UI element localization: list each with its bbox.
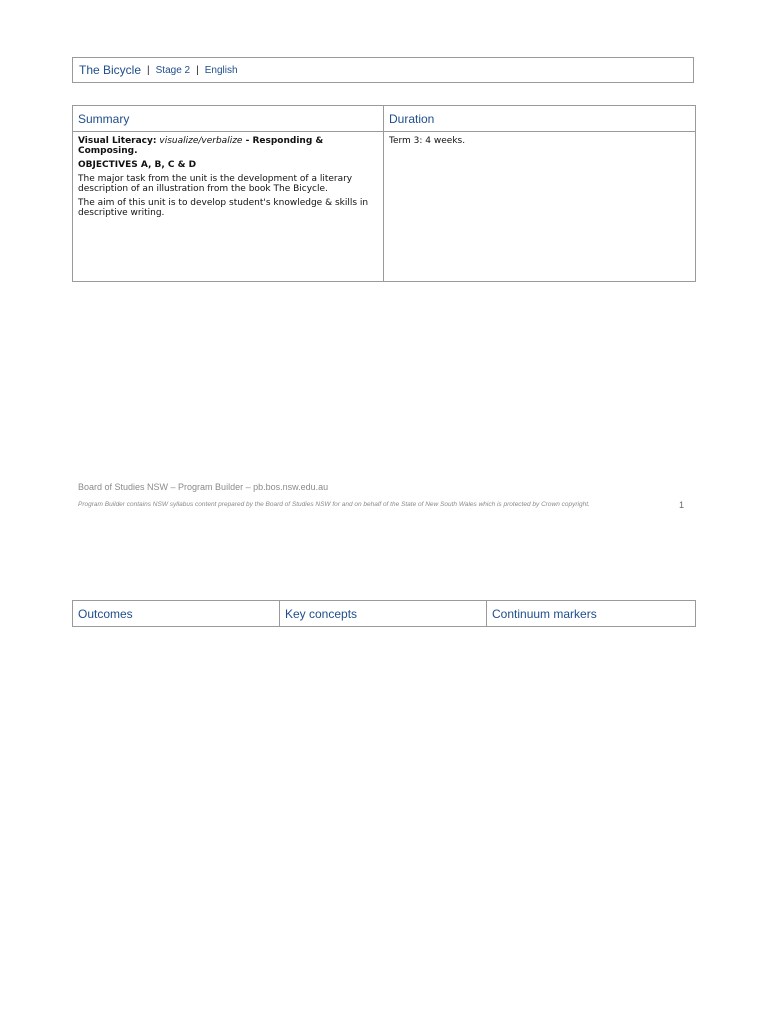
- unit-subject: English: [204, 64, 238, 76]
- visual-literacy-line: [78, 136, 378, 156]
- summary-body-row: [73, 132, 696, 282]
- duration-cell: Term 3: 4 weeks.: [384, 132, 696, 282]
- summary-heading: Summary: [73, 106, 384, 132]
- title-separator: |: [196, 64, 199, 76]
- page-number: 1: [679, 500, 685, 510]
- unit-title: The Bicycle: [79, 63, 142, 77]
- summary-cell: [73, 132, 384, 282]
- unit-title-bar: [72, 57, 694, 83]
- title-separator: |: [147, 64, 150, 76]
- summary-header-row: [73, 106, 696, 132]
- duration-heading: Duration: [384, 106, 696, 132]
- footer-copyright: Program Builder contains NSW syllabus content prepared by the Board of Studies NSW for and on behalf of the State of New South Wales which is protected by Crown copyright.: [78, 501, 590, 508]
- key-concepts-heading: Key concepts: [280, 601, 487, 627]
- major-task-paragraph: The major task from the unit is the development of a literary description of an illustration from the book The Bicycle.: [78, 174, 353, 194]
- summary-table: [72, 105, 696, 282]
- visual-literacy-rest: - Responding & Composing.: [78, 136, 324, 156]
- unit-stage: Stage 2: [155, 64, 191, 76]
- footer-source: Board of Studies NSW – Program Builder – pb.bos.nsw.edu.au: [78, 482, 329, 492]
- outcomes-table: [72, 600, 696, 627]
- visual-literacy-label: Visual Literacy:: [78, 136, 157, 146]
- continuum-markers-heading: Continuum markers: [487, 601, 696, 627]
- visual-literacy-italic: visualize/verbalize: [159, 136, 243, 146]
- outcomes-header-row: [73, 601, 696, 627]
- outcomes-heading: Outcomes: [73, 601, 280, 627]
- objectives-line: OBJECTIVES A, B, C & D: [78, 160, 197, 170]
- aim-paragraph: The aim of this unit is to develop student's knowledge & skills in descriptive writing.: [78, 198, 369, 218]
